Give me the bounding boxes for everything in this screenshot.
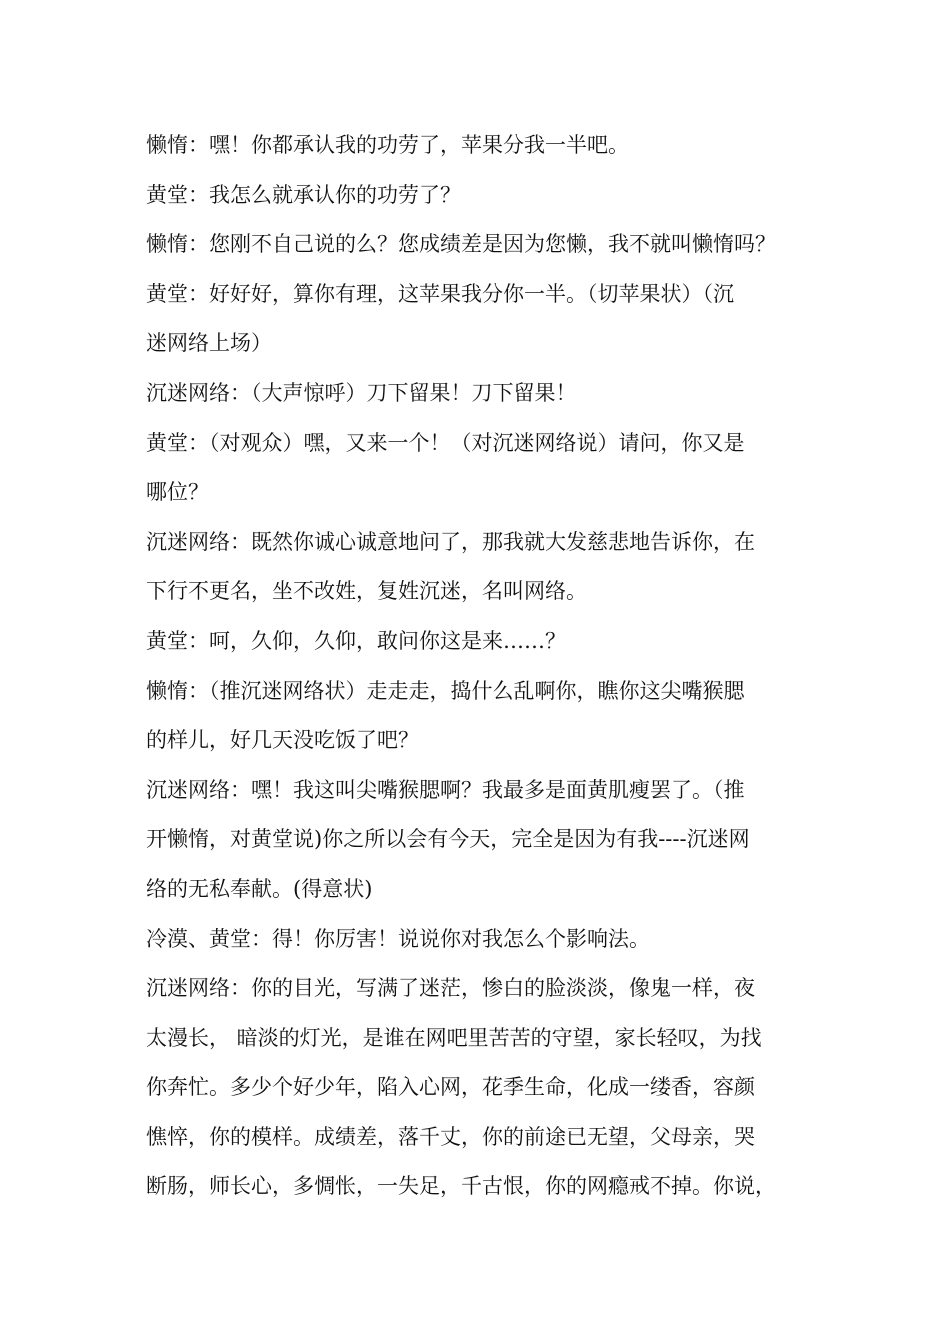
text-line: 憔悴，你的模样。成绩差，落千丈，你的前途已无望，父母亲，哭 xyxy=(146,1124,755,1149)
text-line: 懒惰：您刚不自己说的么？您成绩差是因为您懒，我不就叫懒惰吗？ xyxy=(146,232,776,257)
text-line: 黄堂：好好好，算你有理，这苹果我分你一半。（切苹果状）（沉 xyxy=(146,281,734,306)
text-line: 下行不更名，坐不改姓，复姓沉迷，名叫网络。 xyxy=(146,579,587,604)
text-line: 黄堂：呵，久仰，久仰，敢问你这是来……？ xyxy=(146,628,566,653)
text-line: 断肠，师长心，多惆怅，一失足，千古恨，你的网瘾戒不掉。你说， xyxy=(146,1174,776,1199)
text-line: 太漫长， 暗淡的灯光，是谁在网吧里苦苦的守望，家长轻叹，为找 xyxy=(146,1025,762,1050)
text-line: 络的无私奉献。(得意状) xyxy=(146,876,373,901)
text-line: 冷漠、黄堂：得！你厉害！说说你对我怎么个影响法。 xyxy=(146,926,650,951)
text-line: 沉迷网络：（大声惊呼）刀下留果！刀下留果！ xyxy=(146,380,577,405)
text-line: 你奔忙。多少个好少年，陷入心网，花季生命，化成一缕香，容颜 xyxy=(146,1075,755,1100)
text-line: 沉迷网络：嘿！我这叫尖嘴猴腮啊？我最多是面黄肌瘦罢了。（推 xyxy=(146,777,745,802)
text-line: 懒惰：（推沉迷网络状）走走走，捣什么乱啊你，瞧你这尖嘴猴腮 xyxy=(146,678,745,703)
text-line: 沉迷网络：你的目光，写满了迷茫，惨白的脸淡淡，像鬼一样，夜 xyxy=(146,976,755,1001)
text-line: 黄堂：我怎么就承认你的功劳了？ xyxy=(146,182,461,207)
text-line: 迷网络上场） xyxy=(146,331,272,356)
text-line: 沉迷网络：既然你诚心诚意地问了，那我就大发慈悲地告诉你，在 xyxy=(146,529,755,554)
text-line: 开懒惰，对黄堂说)你之所以会有今天，完全是因为有我----沉迷网 xyxy=(146,827,750,852)
text-line: 哪位？ xyxy=(146,480,209,505)
text-line: 的样儿，好几天没吃饭了吧？ xyxy=(146,728,419,753)
script-text xyxy=(146,121,810,1212)
text-line: 懒惰：嘿！你都承认我的功劳了，苹果分我一半吧。 xyxy=(146,133,629,157)
text-line: 黄堂：（对观众）嘿，又来一个！（对沉迷网络说）请问，你又是 xyxy=(146,430,745,455)
